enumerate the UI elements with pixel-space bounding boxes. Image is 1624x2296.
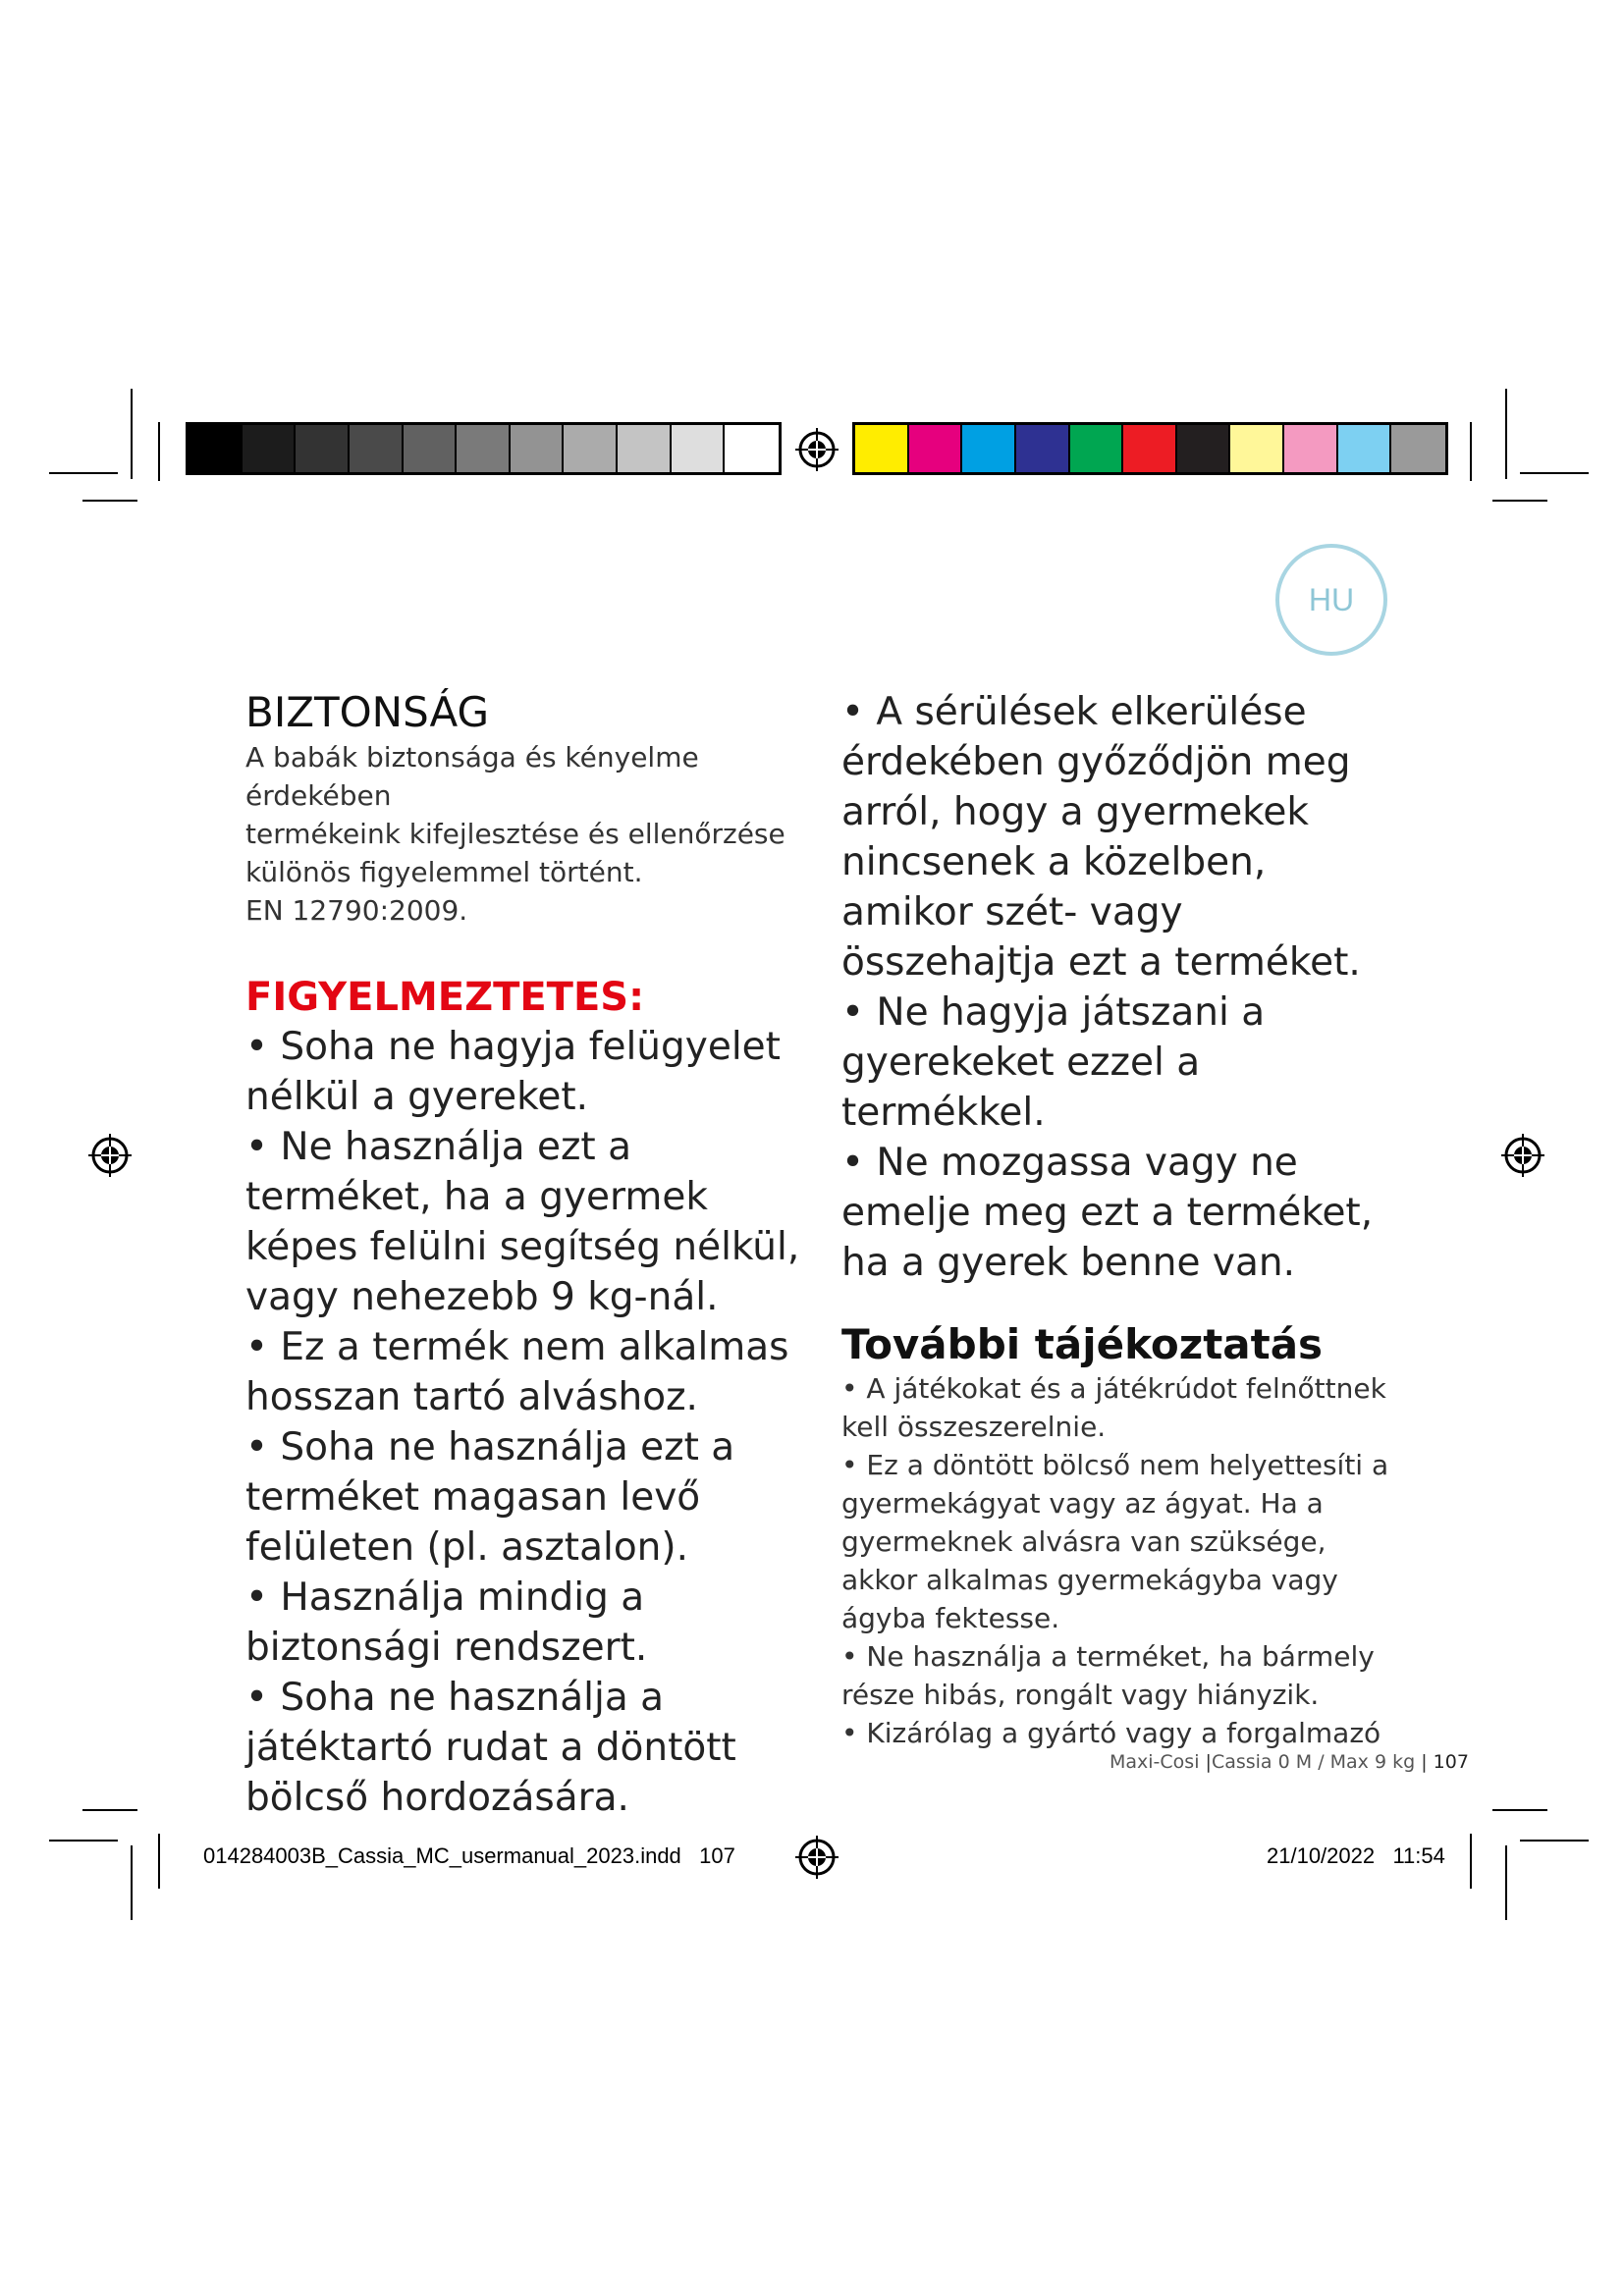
crop-mark	[1470, 422, 1472, 481]
color-swatch	[457, 425, 511, 472]
color-swatch	[909, 425, 963, 472]
crop-mark	[1505, 389, 1507, 479]
info-item: • Kizárólag a gyártó vagy a forgalmazó	[841, 1717, 1381, 1749]
print-slug-file	[203, 1843, 735, 1869]
crop-mark	[49, 1840, 118, 1842]
warning-item: • A sérülések elkerülése érdekében győződjön meg arról, hogy a gyermekek nincsenek a közelben, amikor szét- vagy összehajtja ezt a terméket.	[841, 690, 1361, 985]
crop-mark	[1492, 500, 1547, 502]
print-slug-date	[1267, 1843, 1445, 1869]
warning-item: • Ne használja ezt a terméket, ha a gyermek képes felülni segítség nélkül, vagy nehezebb 9 kg-nál.	[245, 1125, 800, 1319]
warning-item: • Soha ne használja a játéktartó rudat a döntött bölcső hordozására.	[245, 1676, 736, 1820]
warning-item: • Ne mozgassa vagy ne emelje meg ezt a terméket, ha a gyerek benne van.	[841, 1141, 1374, 1285]
warning-item: • Használja mindig a biztonsági rendszert.	[245, 1575, 648, 1670]
color-swatch	[855, 425, 909, 472]
warning-item: • Soha ne használja ezt a terméket magasan levő felületen (pl. asztalon).	[245, 1425, 735, 1570]
color-swatch	[404, 425, 458, 472]
grayscale-color-bar	[186, 422, 782, 475]
intro-line: termékeink kifejlesztése és ellenőrzése	[245, 818, 785, 850]
color-swatch	[1391, 425, 1445, 472]
crop-mark	[158, 422, 160, 481]
max-weight: Max 9 kg	[1329, 1751, 1416, 1773]
info-title: További tájékoztatás	[841, 1320, 1324, 1368]
color-swatch	[1070, 425, 1124, 472]
registration-mark-icon	[1499, 1132, 1546, 1179]
process-color-bar	[852, 422, 1448, 475]
color-swatch	[1016, 425, 1070, 472]
crop-mark	[131, 1845, 133, 1920]
crop-mark	[1520, 472, 1589, 474]
crop-mark	[1470, 1834, 1472, 1889]
warning-item: • Ne hagyja játszani a gyerekeket ezzel a termékkel.	[841, 990, 1266, 1135]
registration-mark-icon	[86, 1132, 134, 1179]
crop-mark	[82, 1809, 137, 1811]
color-swatch	[1177, 425, 1231, 472]
intro-line: különös figyelemmel történt.	[245, 856, 643, 888]
color-swatch	[564, 425, 618, 472]
warning-item: • Soha ne hagyja felügyelet nélkül a gyereket.	[245, 1025, 781, 1119]
color-swatch	[725, 425, 779, 472]
standard-reference: EN 12790:2009.	[245, 894, 468, 927]
info-item: • Ne használja a terméket, ha bármely része hibás, rongált vagy hiányzik.	[841, 1640, 1375, 1711]
page-number: 107	[1433, 1751, 1469, 1773]
color-swatch	[1230, 425, 1284, 472]
color-swatch	[350, 425, 404, 472]
model-name: Cassia 0 M	[1211, 1751, 1313, 1773]
slug-filename: 014284003B_Cassia_MC_usermanual_2023.indd	[203, 1843, 681, 1868]
section-title: BIZTONSÁG	[245, 688, 490, 736]
color-swatch	[1123, 425, 1177, 472]
info-item: • A játékokat és a játékrúdot felnőttnek kell összeszerelnie.	[841, 1372, 1386, 1443]
left-column	[245, 687, 805, 1823]
slug-time: 11:54	[1392, 1843, 1445, 1868]
crop-mark	[158, 1834, 160, 1889]
crop-mark	[1520, 1840, 1589, 1842]
color-swatch	[511, 425, 565, 472]
color-swatch	[243, 425, 297, 472]
registration-mark-icon	[793, 426, 840, 473]
warning-title: FIGYELMEZTETES:	[245, 975, 645, 1020]
color-swatch	[1284, 425, 1338, 472]
info-item: • Ez a döntött bölcső nem helyettesíti a gyermekágyat vagy az ágyat. Ha a gyermeknek alvásra van szüksége, akkor alkalmas gyermekágyba vagy ágyba fektesse.	[841, 1449, 1389, 1634]
color-swatch	[189, 425, 243, 472]
brand-name: Maxi-Cosi	[1110, 1751, 1200, 1773]
color-swatch	[672, 425, 726, 472]
crop-mark	[1505, 1845, 1507, 1920]
crop-mark	[49, 472, 118, 474]
language-badge: HU	[1275, 544, 1387, 656]
crop-mark	[131, 389, 133, 479]
color-swatch	[618, 425, 672, 472]
color-swatch	[1338, 425, 1392, 472]
color-swatch	[962, 425, 1016, 472]
slug-page: 107	[699, 1843, 735, 1868]
warning-item: • Ez a termék nem alkalmas hosszan tartó alváshoz.	[245, 1325, 789, 1419]
registration-mark-icon	[793, 1834, 840, 1881]
slug-date: 21/10/2022	[1267, 1843, 1376, 1868]
crop-mark	[82, 500, 137, 502]
right-column	[841, 687, 1401, 1752]
intro-line: A babák biztonsága és kényelme érdekében	[245, 741, 699, 812]
page-footer: Maxi-Cosi |Cassia 0 M / Max 9 kg | 107	[1110, 1751, 1469, 1773]
color-swatch	[296, 425, 350, 472]
crop-mark	[1492, 1809, 1547, 1811]
intro-text	[245, 738, 805, 930]
